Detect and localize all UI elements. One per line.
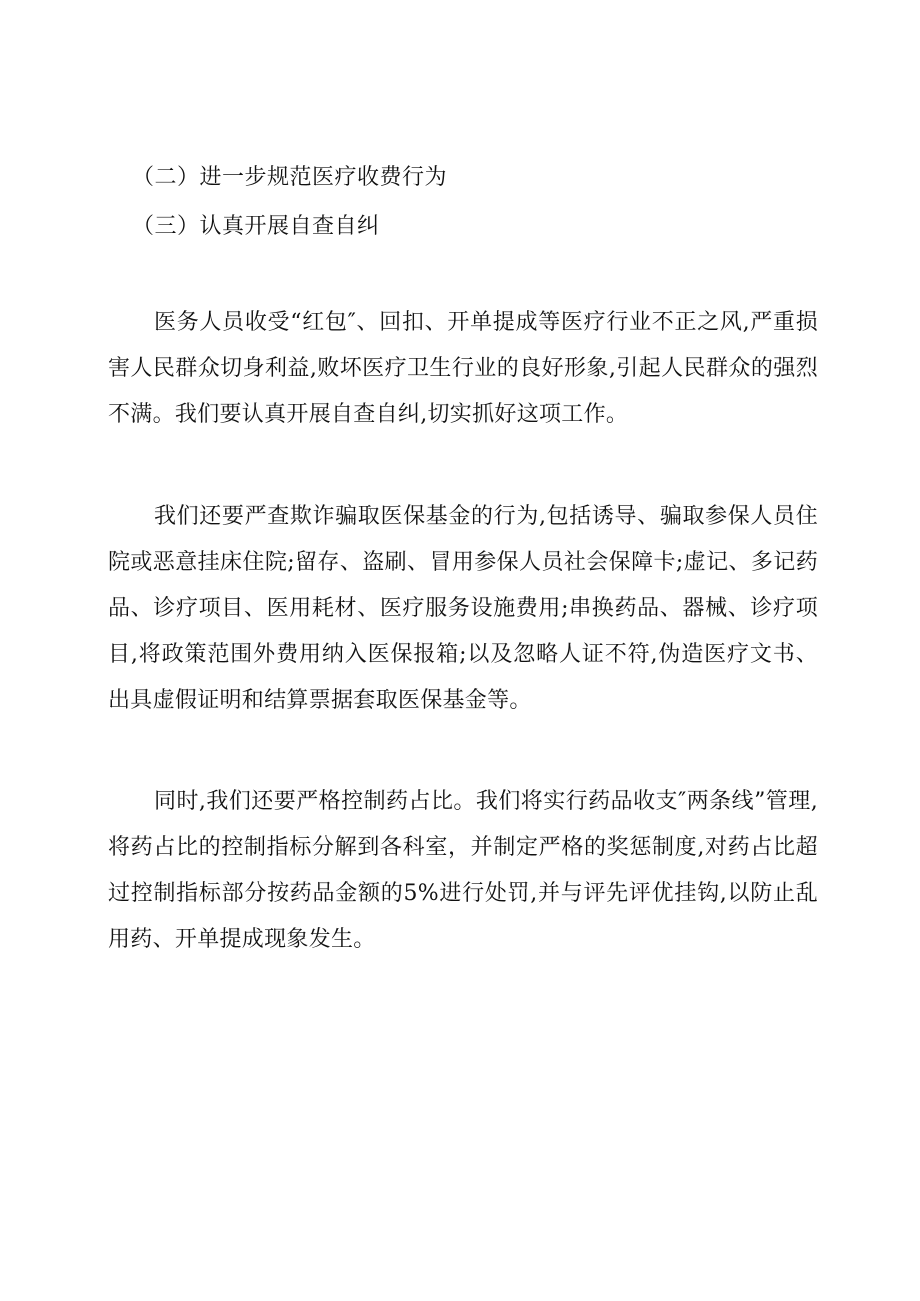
paragraph-red-envelope: 医务人员收受“红包″、回扣、开单提成等医疗行业不正之风,严重损害人民群众切身利益,败坏医疗卫生行业的良好形象,引起人民群众的强烈不满。我们要认真开展自查自纠,切实抓好这项工作。 <box>108 310 818 427</box>
section-heading-3: （三）认真开展自查自纠 <box>132 214 380 239</box>
paragraph-drug-ratio: 同时,我们还要严格控制药占比。我们将实行药品收支″两条线”管理,将药占比的控制指标分解到各科室，并制定严格的奖惩制度,对药占比超过控制指标部分按药品金额的5%进行处罚,并与评先评优挂钩,以防止乱用药、开单提成现象发生。 <box>108 789 818 952</box>
paragraph-insurance-fraud: 我们还要严查欺诈骗取医保基金的行为,包括诱导、骗取参保人员住院或恶意挂床住院;留存、盗刷、冒用参保人员社会保障卡;虚记、多记药品、诊疗项目、医用耗材、医疗服务设施费用;串换药品、器械、诊疗项目,将政策范围外费用纳入医保报箱;以及忽略人证不符,伪造医疗文书、出具虚假证明和结算票据套取医保基金等。 <box>108 504 818 713</box>
section-heading-2: （二）进一步规范医疗收费行为 <box>132 165 448 190</box>
